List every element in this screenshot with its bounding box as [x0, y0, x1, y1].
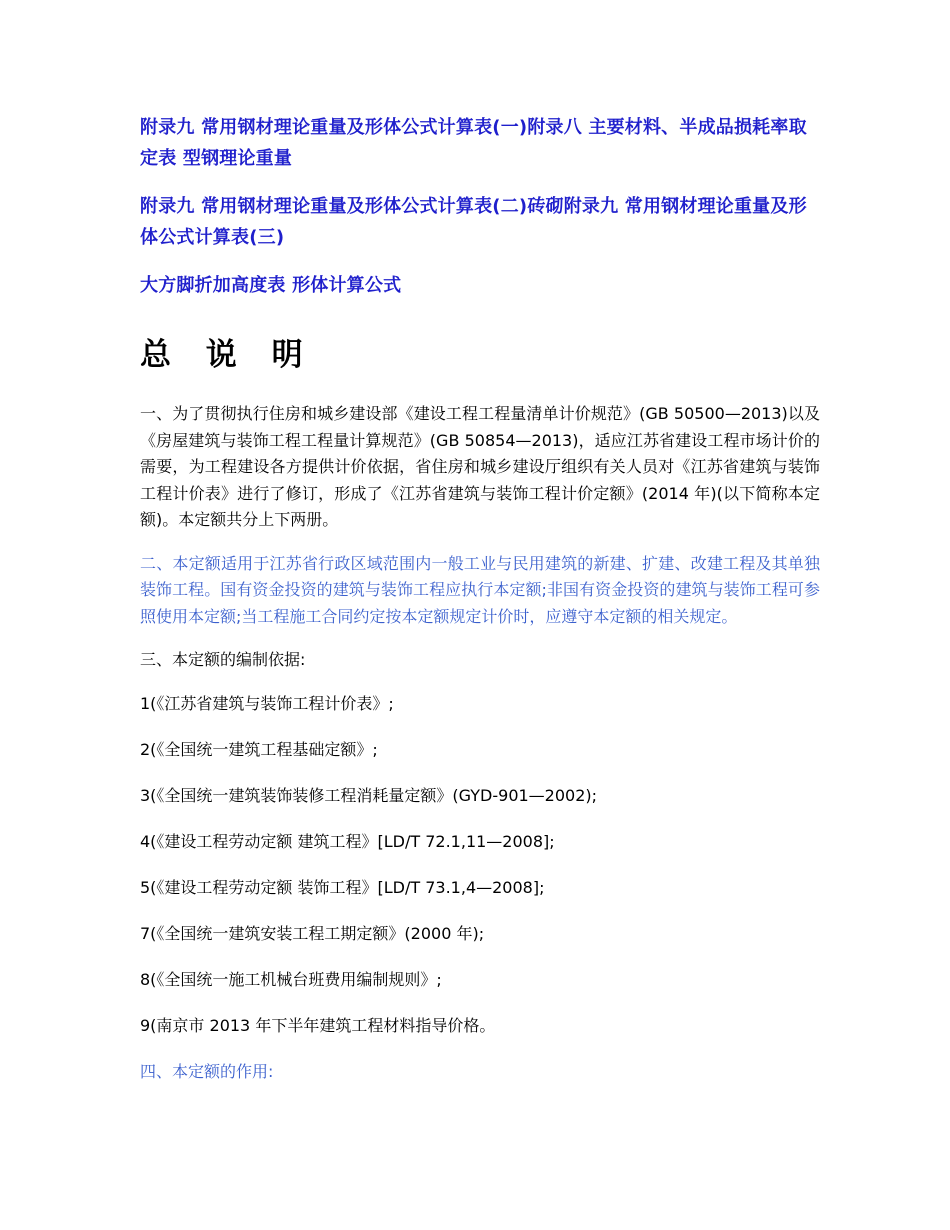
basis-item-7: 7(《全国统一建筑安装工程工期定额》(2000 年);: [140, 923, 485, 943]
document-page: [140, 112, 820, 1105]
toc-entry-appendix-9-1[interactable]: 附录九 常用钢材理论重量及形体公式计算表(一)附录八 主要材料、半成品损耗率取定表 型钢理论重量: [140, 117, 807, 169]
paragraph-basis-heading: 三、本定额的编制依据:: [140, 650, 306, 669]
paragraph-purpose: 一、为了贯彻执行住房和城乡建设部《建设工程工程量清单计价规范》(GB 50500—2013)以及《房屋建筑与装饰工程工程量计算规范》(GB 50854—2013)，适应江苏省建设工程市场计价的需要，为工程建设各方提供计价依据，省住房和城乡建设厅组织有关人员对《江苏省建筑与装饰工程计价表》进行了修订，形成了《江苏省建筑与装饰工程计价定额》(2014 年)(以下简称本定额)。本定额共分上下两册。: [140, 404, 820, 529]
basis-item-2: 2(《全国统一建筑工程基础定额》;: [140, 739, 378, 759]
basis-item-8: 8(《全国统一施工机械台班费用编制规则》;: [140, 969, 442, 989]
basis-item-3: 3(《全国统一建筑装饰装修工程消耗量定额》(GYD-901—2002);: [140, 785, 598, 805]
basis-item-9: 9(南京市 2013 年下半年建筑工程材料指导价格。: [140, 1015, 496, 1035]
paragraph-scope: 二、本定额适用于江苏省行政区域范围内一般工业与民用建筑的新建、扩建、改建工程及其单独装饰工程。国有资金投资的建筑与装饰工程应执行本定额;非国有资金投资的建筑与装饰工程可参照使用本定额;当工程施工合同约定按本定额规定计价时，应遵守本定额的相关规定。: [140, 553, 820, 626]
basis-item-1: 1(《江苏省建筑与装饰工程计价表》;: [140, 693, 394, 713]
basis-item-4: 4(《建设工程劳动定额 建筑工程》[LD/T 72.1,11—2008];: [140, 831, 555, 851]
toc-entry-appendix-formula[interactable]: 大方脚折加高度表 形体计算公式: [140, 275, 402, 296]
toc-entry-appendix-9-2[interactable]: 附录九 常用钢材理论重量及形体公式计算表(二)砖砌附录九 常用钢材理论重量及形体公式计算表(三): [140, 196, 807, 248]
basis-item-5: 5(《建设工程劳动定额 装饰工程》[LD/T 73.1,4—2008];: [140, 877, 545, 897]
section-title: 总 说 明: [140, 337, 315, 373]
paragraph-function-heading: 四、本定额的作用:: [140, 1061, 274, 1081]
